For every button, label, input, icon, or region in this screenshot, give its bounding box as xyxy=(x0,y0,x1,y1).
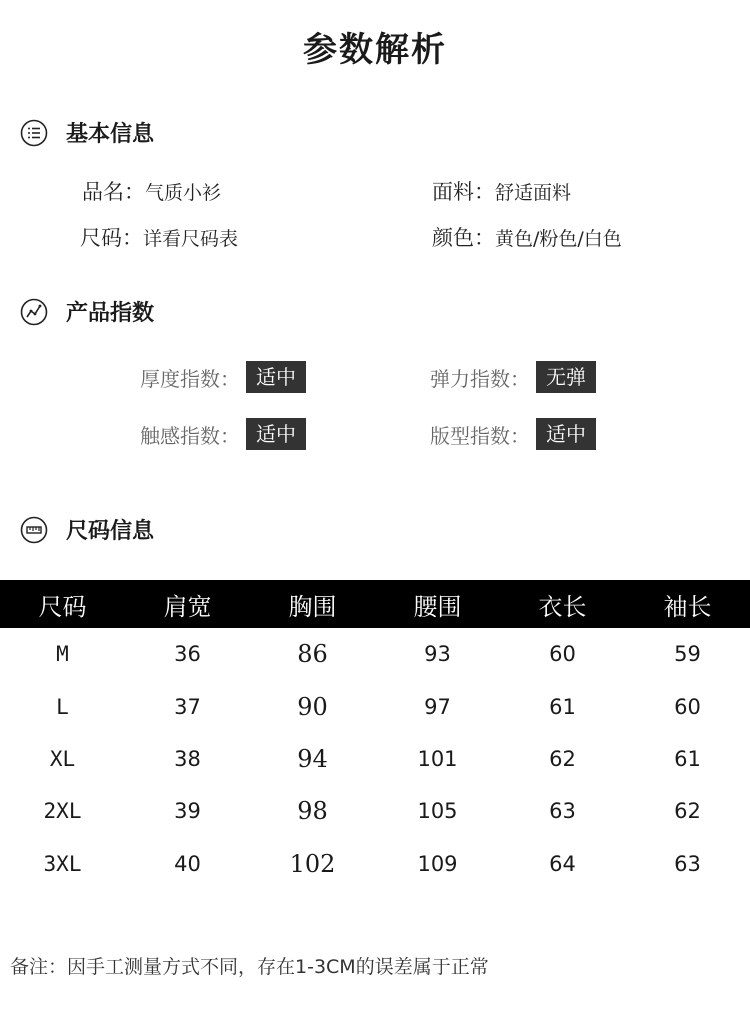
section-title-size-info: 尺码信息 xyxy=(66,519,155,544)
cell-sleeve: 63 xyxy=(674,851,701,876)
index-touch-badge: 适中 xyxy=(246,418,306,450)
cell-size: 2XL xyxy=(43,799,82,824)
index-elasticity-badge: 无弹 xyxy=(536,361,596,393)
basic-info-header xyxy=(20,117,154,148)
table-row xyxy=(0,733,750,785)
header-sleeve: 袖长 xyxy=(625,580,750,628)
info-fabric-label: 面料： xyxy=(432,180,495,204)
cell-length: 61 xyxy=(549,694,576,719)
info-color-value: 黄色/粉色/白色 xyxy=(495,228,622,250)
index-touch-label: 触感指数： xyxy=(140,423,240,448)
header-shoulder: 肩宽 xyxy=(125,580,250,628)
cell-length: 64 xyxy=(549,851,576,876)
header-size: 尺码 xyxy=(0,580,125,628)
table-row xyxy=(0,838,750,890)
ruler-icon xyxy=(20,516,48,544)
info-fabric-value: 舒适面料 xyxy=(495,182,572,204)
info-size xyxy=(80,222,238,252)
cell-sleeve: 59 xyxy=(674,642,701,667)
info-size-label: 尺码： xyxy=(80,226,143,250)
cell-waist: 93 xyxy=(424,642,451,667)
cell-chest: 98 xyxy=(297,797,328,826)
table-row xyxy=(0,628,750,680)
line-chart-icon xyxy=(20,298,48,326)
measurement-note: 备注：因手工测量方式不同，存在1-3CM的误差属于正常 xyxy=(10,956,489,978)
index-fit-label: 版型指数： xyxy=(430,423,530,448)
cell-size: 3XL xyxy=(43,851,82,876)
header-waist: 腰围 xyxy=(375,580,500,628)
header-chest: 胸围 xyxy=(250,580,375,628)
index-thickness-label: 厚度指数： xyxy=(140,366,240,391)
cell-chest: 86 xyxy=(297,640,328,669)
index-elasticity xyxy=(430,361,596,393)
cell-chest: 102 xyxy=(289,849,336,878)
index-touch xyxy=(140,418,306,450)
cell-size: M xyxy=(56,642,69,667)
page-title: 参数解析 xyxy=(303,30,447,70)
info-size-value: 详看尺码表 xyxy=(143,228,239,250)
index-elasticity-label: 弹力指数： xyxy=(430,366,530,391)
cell-length: 63 xyxy=(549,799,576,824)
section-title-basic-info: 基本信息 xyxy=(66,122,155,147)
cell-chest: 94 xyxy=(297,744,328,773)
index-fit-badge: 适中 xyxy=(536,418,596,450)
cell-shoulder: 37 xyxy=(174,694,201,719)
index-fit xyxy=(430,418,596,450)
info-name xyxy=(82,176,221,206)
cell-sleeve: 60 xyxy=(674,694,701,719)
cell-chest: 90 xyxy=(297,692,328,721)
size-table xyxy=(0,580,750,890)
info-color xyxy=(432,222,622,252)
cell-waist: 101 xyxy=(417,746,458,771)
cell-shoulder: 40 xyxy=(174,851,201,876)
cell-shoulder: 38 xyxy=(174,746,201,771)
cell-shoulder: 36 xyxy=(174,642,201,667)
cell-waist: 97 xyxy=(424,694,451,719)
product-index-header xyxy=(20,296,154,327)
cell-shoulder: 39 xyxy=(174,799,201,824)
info-name-label: 品名： xyxy=(82,180,145,204)
section-title-product-index: 产品指数 xyxy=(66,301,155,326)
table-row xyxy=(0,680,750,732)
cell-sleeve: 61 xyxy=(674,746,701,771)
info-fabric xyxy=(432,176,571,206)
cell-sleeve: 62 xyxy=(674,799,701,824)
cell-size: L xyxy=(56,694,69,719)
info-name-value: 气质小衫 xyxy=(145,182,222,204)
info-color-label: 颜色： xyxy=(432,226,495,250)
cell-waist: 109 xyxy=(417,851,458,876)
cell-size: XL xyxy=(49,746,76,771)
header-length: 衣长 xyxy=(500,580,625,628)
cell-length: 60 xyxy=(549,642,576,667)
table-row xyxy=(0,785,750,837)
index-thickness xyxy=(140,361,306,393)
list-icon xyxy=(20,119,48,147)
size-info-header xyxy=(20,514,154,545)
size-table-header-row xyxy=(0,580,750,628)
cell-length: 62 xyxy=(549,746,576,771)
index-thickness-badge: 适中 xyxy=(246,361,306,393)
cell-waist: 105 xyxy=(417,799,458,824)
